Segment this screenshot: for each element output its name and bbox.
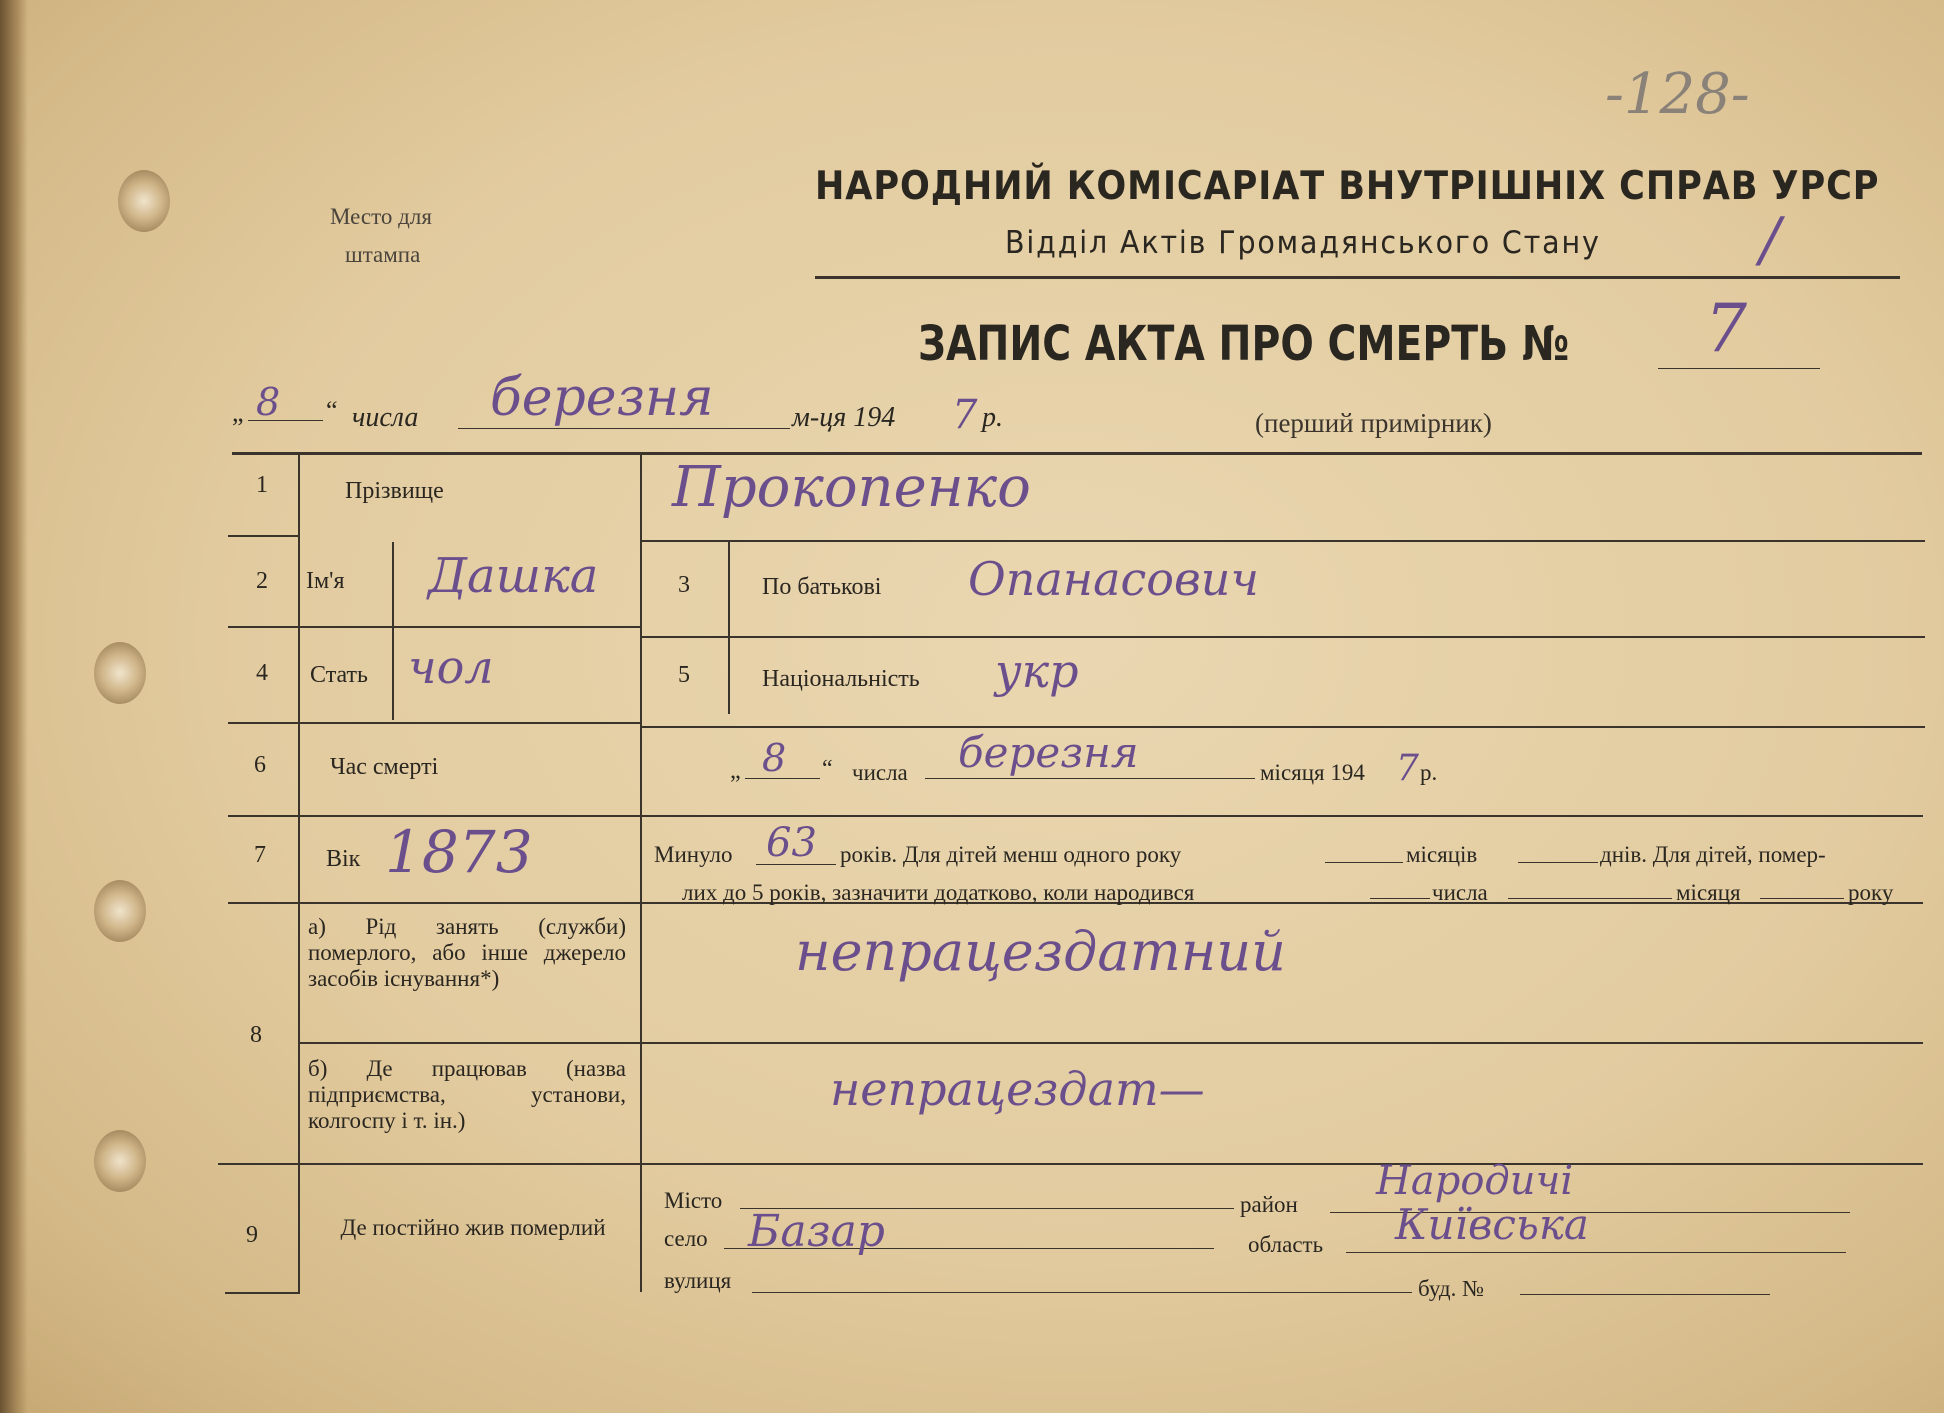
row-rule xyxy=(640,636,1925,638)
birth-year-line xyxy=(1760,898,1844,899)
days-label: днів. Для дітей, помер- xyxy=(1600,842,1826,867)
date-open-quote: „ xyxy=(232,398,244,427)
label-column-divider xyxy=(640,452,642,1292)
sex-value: чол xyxy=(408,640,494,694)
row-rule xyxy=(228,535,298,537)
birth-day-label: числа xyxy=(1432,880,1488,905)
row2-number: 2 xyxy=(256,568,268,594)
document-title: ЗАПИС АКТА ПРО СМЕРТЬ № xyxy=(918,316,1570,372)
ministry-title: НАРОДНИЙ КОМІСАРІАТ ВНУТРІШНІХ СПРАВ УРСР xyxy=(815,164,1880,209)
punch-hole xyxy=(94,880,146,942)
stamp-place-line1: Место для xyxy=(330,204,432,229)
birth-year-value: 1873 xyxy=(385,818,533,886)
death-year-suffix: р. xyxy=(1420,760,1438,785)
months-label: місяців xyxy=(1406,842,1478,867)
date-close-quote: “ xyxy=(326,396,338,425)
patronymic-value: Опанасович xyxy=(968,552,1259,606)
days-line xyxy=(1518,862,1598,863)
row8-number: 8 xyxy=(250,1022,262,1048)
header-rule xyxy=(815,276,1900,279)
village-value: Базар xyxy=(748,1206,885,1257)
first-name-label: Ім'я xyxy=(306,568,345,594)
row-rule xyxy=(228,722,640,724)
age-label: Вік xyxy=(326,846,361,872)
death-day: 8 xyxy=(762,736,787,780)
death-month-line xyxy=(925,778,1255,779)
age-text-line2: лих до 5 років, зазначити додатково, коли народився xyxy=(682,880,1195,905)
age-text-line1: років. Для дітей менш одного року xyxy=(840,842,1182,867)
district-value: Народичі xyxy=(1376,1158,1574,1204)
patronymic-label: По батькові xyxy=(762,574,882,600)
stamp-place-line2: штампа xyxy=(345,242,421,267)
row6-number: 6 xyxy=(254,752,266,778)
sex-label: Стать xyxy=(310,662,368,688)
death-year-digit: 7 xyxy=(1396,748,1419,789)
date-day: 8 xyxy=(256,380,281,424)
death-month: березня xyxy=(958,728,1139,777)
birth-year-label: року xyxy=(1848,880,1894,905)
row-rule xyxy=(298,1042,1923,1044)
birth-month-line xyxy=(1508,898,1672,899)
death-time-label: Час смерті xyxy=(330,754,439,780)
village-label: село xyxy=(664,1226,708,1251)
punch-hole xyxy=(118,170,170,232)
death-close-quote: “ xyxy=(822,756,833,782)
row-rule xyxy=(228,626,640,628)
date-year-suffix: р. xyxy=(982,402,1003,433)
punch-hole xyxy=(94,1130,146,1192)
department-mark: / xyxy=(1760,205,1781,275)
paper-edge xyxy=(0,0,28,1413)
row-rule xyxy=(640,726,1925,728)
row3-number: 3 xyxy=(678,572,690,598)
date-day-label: числа xyxy=(352,402,419,433)
nationality-value: укр xyxy=(995,644,1079,698)
date-month-label: м-ця 194 xyxy=(792,402,896,433)
city-label: Місто xyxy=(664,1188,723,1213)
street-line xyxy=(752,1292,1412,1293)
record-number-line xyxy=(1658,368,1820,369)
row7-number: 7 xyxy=(254,842,266,868)
row-rule xyxy=(640,540,1925,542)
death-month-label: місяця 194 xyxy=(1260,760,1365,785)
first-name-value: Дашка xyxy=(428,548,599,604)
num-column-divider xyxy=(298,452,300,1292)
birth-day-line xyxy=(1370,898,1430,899)
death-open-quote: „ xyxy=(730,758,741,784)
occupation-value: непрацездатний xyxy=(795,920,1286,983)
district-label: район xyxy=(1240,1192,1298,1217)
row1-number: 1 xyxy=(256,472,268,498)
row-rule xyxy=(225,1292,300,1294)
age-prefix: Минуло xyxy=(654,842,733,867)
workplace-label: б) Де працював (назва підприємства, установи, колгоспу і т. ін.) xyxy=(308,1056,626,1133)
nationality-label: Національність xyxy=(762,666,920,692)
copy-note: (перший примірник) xyxy=(1255,408,1492,438)
row-rule xyxy=(228,815,1923,817)
house-label: буд. № xyxy=(1418,1276,1485,1301)
age-value: 63 xyxy=(766,820,817,866)
house-line xyxy=(1520,1294,1770,1295)
row4-number: 4 xyxy=(256,660,268,686)
record-number: 7 xyxy=(1705,290,1747,367)
inner-divider xyxy=(392,542,394,720)
street-label: вулиця xyxy=(664,1268,732,1293)
death-day-label: числа xyxy=(852,760,908,785)
date-year-digit: 7 xyxy=(952,392,978,438)
months-line xyxy=(1325,862,1403,863)
workplace-value: непрацездат— xyxy=(830,1062,1205,1116)
row5-number: 5 xyxy=(678,662,690,688)
punch-hole xyxy=(94,642,146,704)
date-month: березня xyxy=(490,368,714,428)
region-value: Київська xyxy=(1395,1200,1589,1249)
archive-number: -128- xyxy=(1605,62,1750,127)
residence-label: Де постійно жив померлий xyxy=(340,1215,606,1240)
region-line xyxy=(1346,1252,1846,1253)
date-month-line xyxy=(458,428,790,429)
department-title: Відділ Актів Громадянського Стану xyxy=(1005,225,1601,261)
surname-label: Прізвище xyxy=(345,478,444,504)
table-top-rule xyxy=(232,452,1922,455)
row-rule xyxy=(218,1163,1923,1165)
birth-month-label: місяця xyxy=(1676,880,1741,905)
inner-divider xyxy=(728,542,730,714)
occupation-label: а) Рід занять (служби) померлого, або інше джерело засобів існування*) xyxy=(308,914,626,991)
region-label: область xyxy=(1248,1232,1324,1257)
row9-number: 9 xyxy=(246,1222,258,1248)
surname-value: Прокопенко xyxy=(672,455,1031,520)
